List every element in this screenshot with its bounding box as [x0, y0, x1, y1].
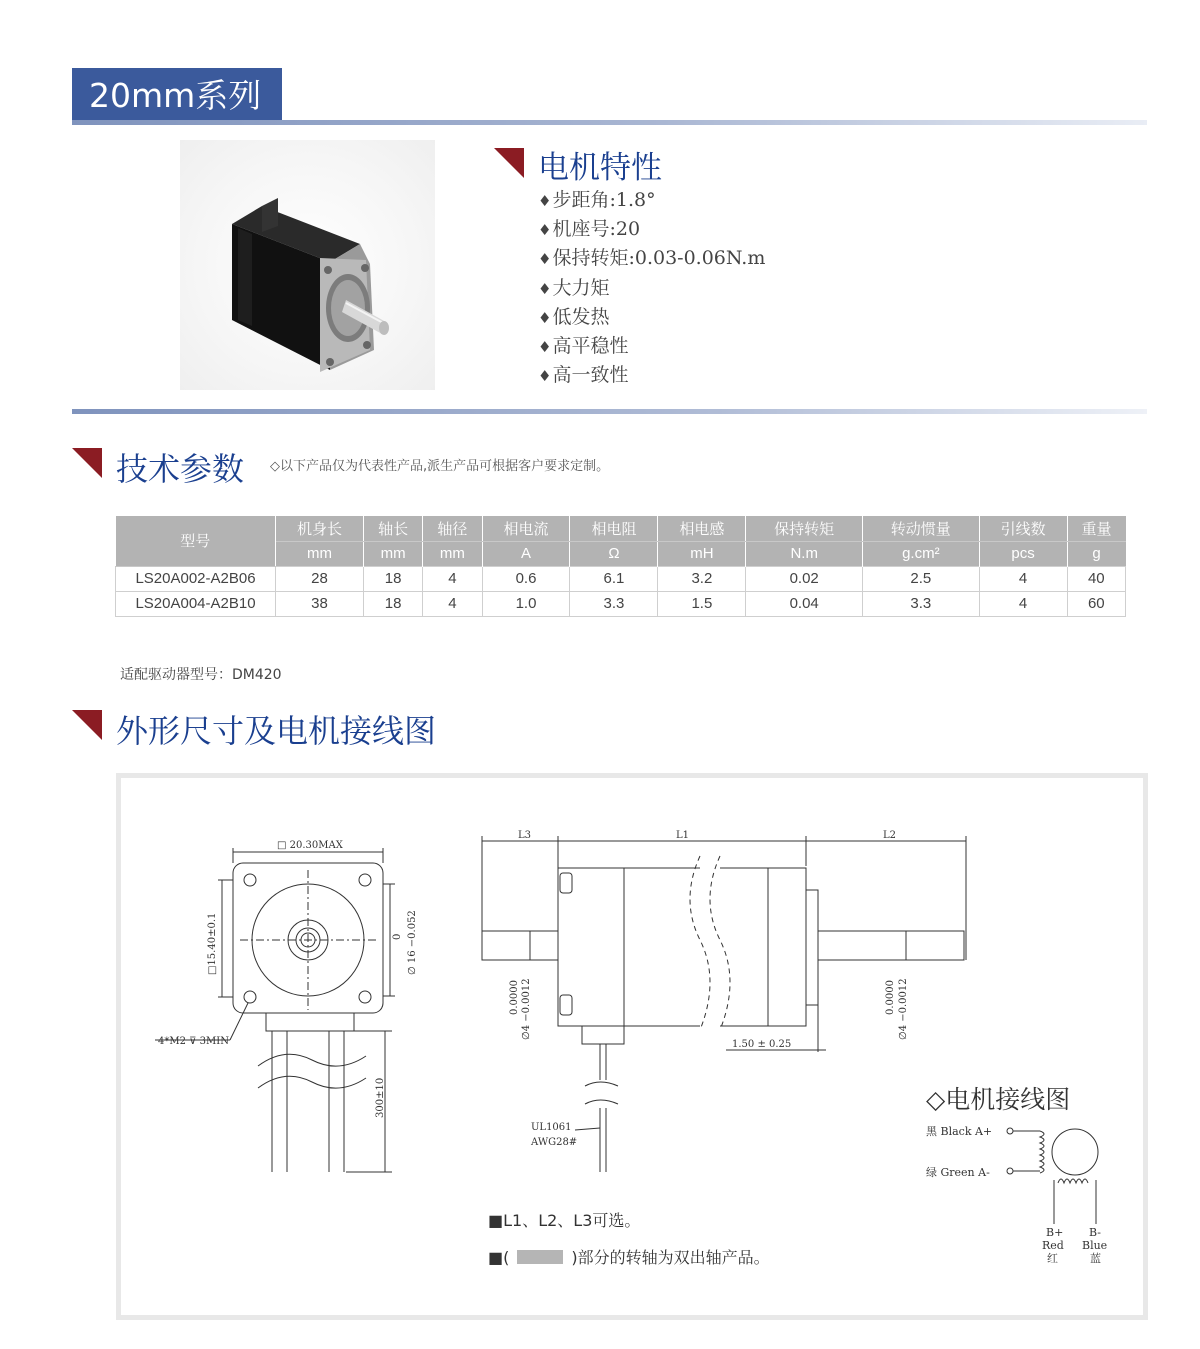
feature-item: ♦机座号:20: [538, 218, 641, 241]
table-cell: 0.04: [746, 591, 863, 616]
unit-cell: mm: [363, 541, 422, 566]
header-cell: 转动惯量: [863, 516, 980, 541]
features-title: 电机特性: [538, 150, 662, 186]
header-cell: 相电流: [482, 516, 570, 541]
table-cell: 4: [423, 566, 482, 591]
header-cell: 轴长: [363, 516, 422, 541]
shaft2-tol-bottom: ∅4 −0.0012: [898, 978, 909, 1040]
wire-b-minus: B-: [1089, 1226, 1102, 1239]
feature-item: ♦高平稳性: [538, 334, 629, 357]
header-cell: 相电阻: [570, 516, 658, 541]
table-cell: 60: [1067, 591, 1125, 616]
unit-cell: mm: [423, 541, 482, 566]
shaft-tol-bottom: ∅4 −0.0012: [521, 978, 532, 1040]
lead-length-label: 300±10: [375, 1077, 386, 1118]
table-cell: 40: [1067, 566, 1125, 591]
shaft-tol-top: 0.0000: [509, 980, 520, 1015]
driver-model: 适配驱动器型号：DM420: [120, 667, 282, 683]
table-cell: 3.2: [658, 566, 746, 591]
diamond-bullet-icon: ♦: [538, 308, 552, 327]
cable-label-2: AWG28#: [531, 1137, 578, 1148]
width-label: □ 20.30MAX: [277, 840, 343, 851]
feature-item: ♦大力矩: [538, 276, 610, 299]
wiring-title: ◇电机接线图: [926, 1085, 1071, 1114]
motor-photo: [180, 140, 435, 390]
shaft2-tol-top: 0.0000: [885, 980, 896, 1015]
unit-cell: mH: [658, 541, 746, 566]
spec-table: [115, 516, 1126, 617]
wire-b-plus-color: Red: [1042, 1239, 1064, 1252]
wire-a-plus: 黑 Black A+: [926, 1125, 993, 1138]
table-cell: 2.5: [863, 566, 980, 591]
unit-cell: N.m: [746, 541, 863, 566]
tech-note: ◇以下产品仅为代表性产品,派生产品可根据客户要求定制。: [270, 459, 610, 474]
unit-cell: g: [1067, 541, 1125, 566]
table-cell: 4: [979, 591, 1067, 616]
header-divider: [72, 120, 1147, 125]
table-cell: 3.3: [570, 591, 658, 616]
table-cell: 38: [276, 591, 364, 616]
section-marker-icon: [72, 710, 102, 740]
header-cell: 相电感: [658, 516, 746, 541]
feature-item: ♦保持转矩:0.03-0.06N.m: [538, 247, 766, 270]
header-cell: 机身长: [276, 516, 364, 541]
pilot-dia-label: ∅ 16 −0.052: [407, 910, 418, 975]
dimensions-title: 外形尺寸及电机接线图: [116, 712, 437, 750]
header-cell: 保持转矩: [746, 516, 863, 541]
unit-cell: pcs: [979, 541, 1067, 566]
flange-label: 1.50 ± 0.25: [732, 1039, 792, 1050]
wire-b-plus-cn: 红: [1047, 1252, 1058, 1265]
stepper-motor-image: [180, 140, 435, 390]
table-cell: 0.02: [746, 566, 863, 591]
wire-b-plus: B+: [1046, 1226, 1064, 1239]
diamond-bullet-icon: ♦: [538, 192, 552, 210]
table-cell: 0.6: [482, 566, 570, 591]
table-cell: 4: [423, 591, 482, 616]
feature-item: ♦低发热: [538, 305, 610, 328]
table-cell: 6.1: [570, 566, 658, 591]
pilot-tol-label: 0: [392, 933, 403, 940]
note-optional-lengths: ■L1、L2、L3可选。: [488, 1211, 641, 1230]
table-cell: 1.5: [658, 591, 746, 616]
feature-item: ♦步距角:1.8°: [538, 189, 656, 211]
l3-label: L3: [518, 830, 532, 841]
series-title: 20mm系列: [72, 68, 282, 124]
wire-a-minus: 绿 Green A-: [926, 1166, 990, 1179]
section-divider: [72, 409, 1147, 414]
header-model: 型号: [116, 516, 276, 566]
table-cell: 18: [363, 566, 422, 591]
section-marker-icon: [72, 448, 102, 478]
diamond-bullet-icon: ♦: [538, 250, 552, 269]
table-cell: 18: [363, 591, 422, 616]
table-cell: LS20A002-A2B06: [116, 566, 276, 591]
header-cell: 重量: [1067, 516, 1125, 541]
drawing-panel: [116, 773, 1148, 1320]
l1-label: L1: [676, 830, 690, 841]
feature-item: ♦高一致性: [538, 364, 629, 387]
unit-cell: A: [482, 541, 570, 566]
section-marker-icon: [494, 148, 524, 178]
diamond-bullet-icon: ♦: [538, 337, 552, 356]
table-cell: LS20A004-A2B10: [116, 591, 276, 616]
diamond-bullet-icon: ♦: [538, 367, 552, 386]
header-cell: 轴径: [423, 516, 482, 541]
table-row: [116, 566, 1126, 591]
wire-b-minus-color: Blue: [1082, 1239, 1108, 1252]
header-cell: 引线数: [979, 516, 1067, 541]
table-cell: 1.0: [482, 591, 570, 616]
holes-label: 4*M2 ⊽ 3MIN: [158, 1036, 229, 1047]
table-cell: 28: [276, 566, 364, 591]
note-double-shaft: ■( )部分的转轴为双出轴产品。: [488, 1248, 770, 1267]
pitch-label: □15.40±0.1: [207, 912, 218, 975]
unit-cell: g.cm²: [863, 541, 980, 566]
diamond-bullet-icon: ♦: [538, 221, 552, 240]
features-list: [538, 186, 765, 390]
table-cell: 4: [979, 566, 1067, 591]
unit-cell: Ω: [570, 541, 658, 566]
table-cell: 3.3: [863, 591, 980, 616]
cable-label-1: UL1061: [531, 1122, 572, 1133]
diamond-bullet-icon: ♦: [538, 279, 552, 298]
unit-cell: mm: [276, 541, 364, 566]
l2-label: L2: [883, 830, 897, 841]
wire-b-minus-cn: 蓝: [1090, 1252, 1101, 1265]
grey-swatch: [517, 1250, 563, 1264]
tech-title: 技术参数: [116, 450, 245, 488]
table-row: [116, 591, 1126, 616]
